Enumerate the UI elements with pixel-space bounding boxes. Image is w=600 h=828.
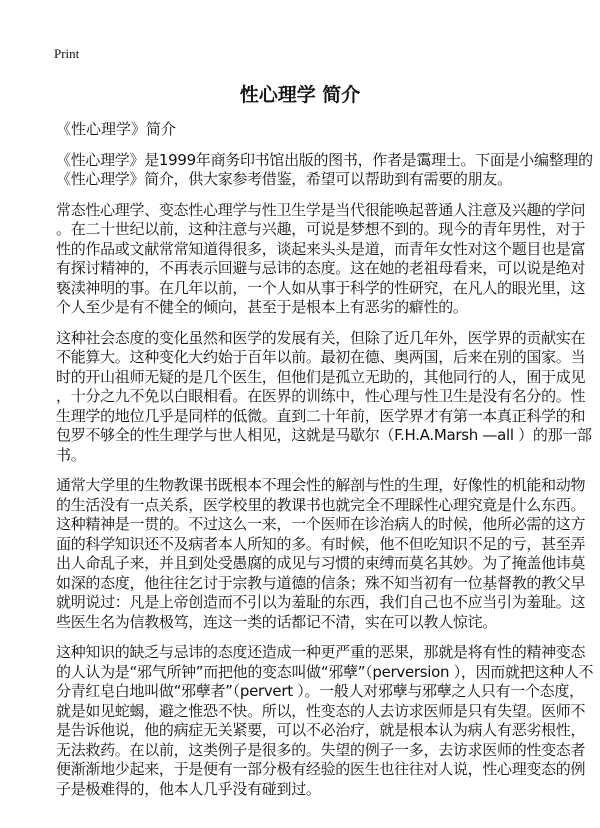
text-line: ，十分之九不免以白眼相看。在医界的训练中，性心理与性卫生是没有名分的。性 (56, 387, 586, 405)
print-link[interactable]: Print (54, 46, 80, 61)
text-line: 这种社会态度的变化虽然和医学的发展有关，但除了近几年外，医学界的贡献实在 (56, 328, 586, 347)
text-line: 包罗不够全的性生理学与世人相见，这就是马歇尔（F.H.A.Marsh —all ）的那一部 (56, 426, 592, 444)
document-body (56, 120, 594, 810)
text-line: 出人命乱子来，并且到处受愚腐的成见与习惯的束缚而莫名其妙。为了掩盖他讳莫 (56, 554, 586, 572)
text-line: 不能算大。这种变化大约始于百年以前。最初在德、奥两国，后来在别的国家。当 (56, 348, 586, 366)
text-line: 就是如见蛇蝎，避之惟恐不快。所以，性变态的人去访求医师是只有失望。医师不 (56, 701, 586, 720)
paragraph (56, 200, 586, 318)
text-line: 《性心理学》是1999年商务印书馆出版的图书，作者是霭理士。下面是小编整理的 (56, 150, 593, 169)
page-title: 性心理学 简介 (239, 84, 361, 106)
text-line: 的生活没有一点关系，医学校里的教课书也就完全不理睬性心理究竟是什么东西。 (56, 495, 586, 514)
text-line: 是告诉他说，他的病症无关紧要，可以不必治疗，就是根本认为病人有恶劣根性， (56, 721, 586, 739)
text-line: 生理学的地位几乎是同样的低微。直到二十年前，医学界才有第一本真正科学的和 (56, 406, 586, 425)
paragraph (56, 150, 593, 190)
text-line: 无法救药。在以前，这类例子是很多的。失望的例子一多，去访求医师的性变态者 (56, 740, 586, 759)
text-line: 书。 (56, 445, 86, 464)
paragraph (56, 643, 594, 799)
paragraphs (56, 150, 594, 800)
paragraph (56, 328, 592, 466)
text-line: 这种精神是一贯的。不过这么一来，一个医师在诊治病人的时候，他所必需的这方 (56, 515, 586, 533)
text-line: 有探讨精神的，不再表示回避与忌讳的态度。这在她的老祖母看来，可以说是绝对 (56, 259, 586, 277)
text-line: 些医生名为信教极笃，连这一类的话都记不清，实在可以教人惊诧。 (56, 612, 498, 631)
text-line: 《性心理学》简介，供大家参考借鉴，希望可以帮助到有需要的朋友。 (56, 170, 512, 188)
section-heading: 《性心理学》简介 (56, 120, 177, 138)
text-line: 常态性心理学、变态性心理学与性卫生学是当代很能唤起普通人注意及兴趣的学问 (56, 200, 586, 219)
text-line: 性的作品或文献常常知道得很多，谈起来头头是道，而青年女性对这个题目也是富 (56, 239, 586, 258)
paragraph (56, 476, 586, 632)
text-line: 的人认为是“邪气所钟”而把他的变态叫做“邪孽”（perversion ），因而就把这种人不 (56, 662, 594, 681)
text-line: 通常大学里的生物教课书既根本不理会性的解剖与性的生理，好像性的机能和动物 (56, 476, 586, 494)
text-line: 亵渎神明的事。在几年以前，一个人如从事于科学的性研究，在凡人的眼光里，这 (56, 278, 586, 297)
text-line: 面的科学知识还不及病者本人所知的多。有时候，他不但吃知识不足的亏，甚至弄 (56, 534, 586, 553)
text-line: 这种知识的缺乏与忌讳的态度还造成一种更严重的恶果，那就是将有性的精神变态 (56, 643, 586, 661)
text-line: 。在二十世纪以前，这种注意与兴趣，可说是梦想不到的。现今的青年男性，对于 (56, 220, 586, 238)
text-line: 就明说过：凡是上帝创造而不引以为羞耻的东西，我们自己也不应当引为羞耻。这 (56, 593, 586, 611)
text-line: 分青红皂白地叫做“邪孽者”（pervert ）。一般人对邪孽与邪孽之人只有一个态度， (56, 682, 584, 700)
text-line: 便渐渐地少起来，于是便有一部分极有经验的医生也往往对人说，性心理变态的例 (56, 760, 586, 778)
text-line: 个人至少是有不健全的倾向，甚至于是根本上有恶劣的癖性的。 (56, 298, 468, 316)
text-line: 时的开山祖师无疑的是几个医生，但他们是孤立无助的，其他同行的人，囿于成见 (56, 367, 586, 386)
text-line: 如深的态度，他往往乞讨于宗教与道德的信条；殊不知当初有一位基督教的教父早 (56, 573, 586, 592)
text-line: 子是极难得的，他本人几乎没有碰到过。 (56, 779, 321, 798)
